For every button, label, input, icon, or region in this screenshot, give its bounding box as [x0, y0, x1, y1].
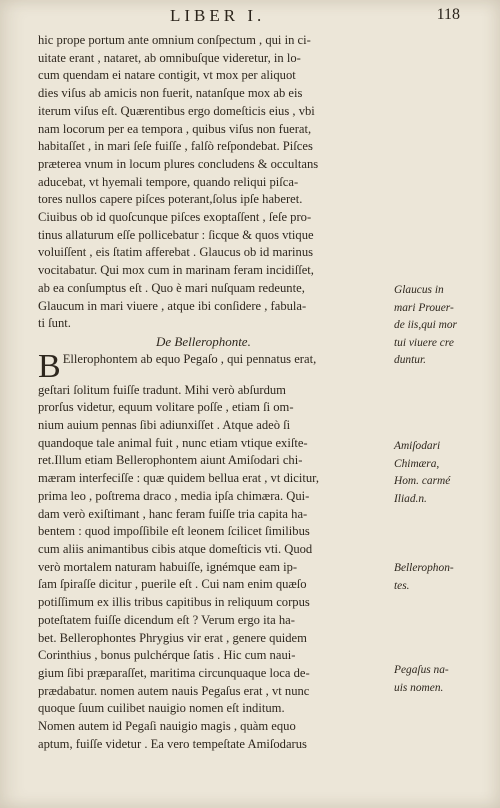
margin-note-line: mari Prouer-	[394, 301, 454, 314]
drop-initial: B	[38, 350, 61, 382]
text-line: cum quendam ei natare contigit, vt mox per aliquot	[38, 68, 296, 83]
paragraph-bellerophon	[38, 351, 386, 754]
text-line: nium auium pennas ſibi adiunxiſſet . Atque adeò ſi	[38, 418, 291, 433]
text-line	[38, 351, 386, 382]
margin-note-bellerophontes	[394, 560, 494, 595]
margin-note-line: tes.	[394, 579, 410, 592]
text-line: dam verò exiſtimant , hanc feram fuiſſe tria capita ha-	[38, 506, 308, 521]
text-line: Glaucum in mari viuere , atque ibi conſidere , fabula-	[38, 298, 307, 313]
text-line: nam locorum per ea tempora , quibus viſus non fuerat,	[38, 121, 312, 136]
text-line: præterea vnum in locum plures concludens & occultans	[38, 156, 319, 171]
text-line: geſtari ſolitum fuiſſe tradunt. Mihi verò abſurdum	[38, 382, 286, 397]
text-line: ab ea conſumptus eſt . Quo è mari nuſquam redeunte,	[38, 280, 305, 295]
text-line: tinus allaturum eſſe pollicebatur : ſicque & quos vtique	[38, 227, 314, 242]
margin-note-pegasus	[394, 662, 494, 697]
text-line: quoque ſuum cuilibet nauigio nomen eſt inditum.	[38, 701, 285, 716]
text-line: tores nullos capere piſces poterant,ſolus ipſe haberet.	[38, 192, 303, 207]
margin-note-line: Iliad.n.	[394, 492, 427, 505]
text-line: poteſtatem fuiſſe dicendum eſt ? Verum ergo ita ha-	[38, 612, 295, 627]
text-line: voluiſſent , eis ſtatim afferebat . Glaucus ob id marinus	[38, 245, 314, 260]
margin-note-amisodari	[394, 438, 494, 508]
text-line: dies viſus ab amicis non fuerit, natanſque mox ab eis	[38, 86, 303, 101]
section-heading: De Bellerophonte.	[156, 333, 251, 349]
text-line: ſam ſpiraſſe dicitur , puerile eſt . Cui nam enim quæſo	[38, 577, 307, 592]
margin-note-glaucus	[394, 282, 494, 370]
margin-note-line: duntur.	[394, 354, 426, 367]
margin-note-line: Bellerophon-	[394, 562, 454, 574]
text-line: hic prope portum ante omnium conſpectum , qui in ci-	[38, 33, 311, 47]
text-line: bentem : quod impoſſibile eſt leonem ſcilicet ſimilibus	[38, 524, 310, 539]
text-line: mæram interfeciſſe : quæ quidem bellua erat , vt dicitur,	[38, 471, 320, 486]
text-line: habitaſſet , in mari ſeſe fuiſſe , falſò reſpondebat. Piſces	[38, 139, 313, 154]
text-line: ret.Illum etiam Bellerophontem aiunt Amiſodari chi-	[38, 453, 303, 468]
text-line: prædabatur. nomen autem nauis Pegaſus erat , vt nunc	[38, 683, 310, 698]
page-number: 118	[436, 6, 460, 23]
margin-note-line: Amiſodari	[394, 440, 441, 452]
running-head: LIBER I.	[170, 6, 266, 25]
margin-note-line: Glaucus in	[394, 284, 444, 296]
margin-note-line: de iis,qui mor	[394, 319, 457, 332]
text-line: Nomen autem id Pegaſi nauigio magis , quàm equo	[38, 719, 296, 734]
text-line: gium ſibi præparaſſet, maritima circunquaque loca de-	[38, 665, 310, 680]
text-line-content: Ellerophontem ab equo Pegaſo , qui pennatus erat,	[62, 351, 317, 366]
main-text-column	[38, 32, 386, 753]
text-line: cum aliis animantibus cibis atque domeſticis vti. Quod	[38, 541, 313, 556]
text-line: vocitabatur. Qui mox cum in marinam feram incidiſſet,	[38, 263, 314, 278]
text-line: prima leo , poſtrema draco , media ipſa chimæra. Qui-	[38, 488, 310, 503]
page-header	[160, 6, 460, 28]
text-line: verò mortalem naturam habuiſſe, ignémque eam ip-	[38, 559, 298, 574]
text-line: aptum, fuiſſe videtur . Ea vero tempeſtate Amiſodarus	[38, 736, 307, 751]
text-line: quandoque tale animal fuit , nunc etiam vtique exiſte-	[38, 435, 308, 450]
text-line: prorſus videtur, equum volitare poſſe , etiam ſi om-	[38, 400, 294, 415]
margin-note-line: tui viuere cre	[394, 336, 454, 349]
text-line: Ciuibus ob id quoſcunque piſces exoptaſſent , ſeſe pro-	[38, 210, 312, 225]
margin-note-line: Chimæra,	[394, 457, 440, 470]
text-line: ti ſunt.	[38, 316, 71, 331]
text-line: bet. Bellerophontes Phrygius vir erat , genere quidem	[38, 630, 307, 645]
margin-note-line: Pegaſus na-	[394, 664, 449, 676]
text-line: uitate erant , nataret, ab omnibuſque videretur, in lo-	[38, 50, 301, 65]
text-line: Corinthius , bonus pulchérque ſatis . Hic cum naui-	[38, 648, 296, 663]
margin-note-line: Hom. carmé	[394, 475, 451, 488]
text-line: potiſſimum ex illis tribus capitibus in reliquum corpus	[38, 595, 310, 610]
paragraph-glaucus	[38, 32, 386, 333]
text-line: aducebat, vt hyemali tempore, quando reliqui piſca-	[38, 174, 299, 189]
margin-note-line: uis nomen.	[394, 681, 444, 694]
text-line: iterum viſus eſt. Quærentibus ergo domeſticis eius , vbi	[38, 103, 315, 118]
